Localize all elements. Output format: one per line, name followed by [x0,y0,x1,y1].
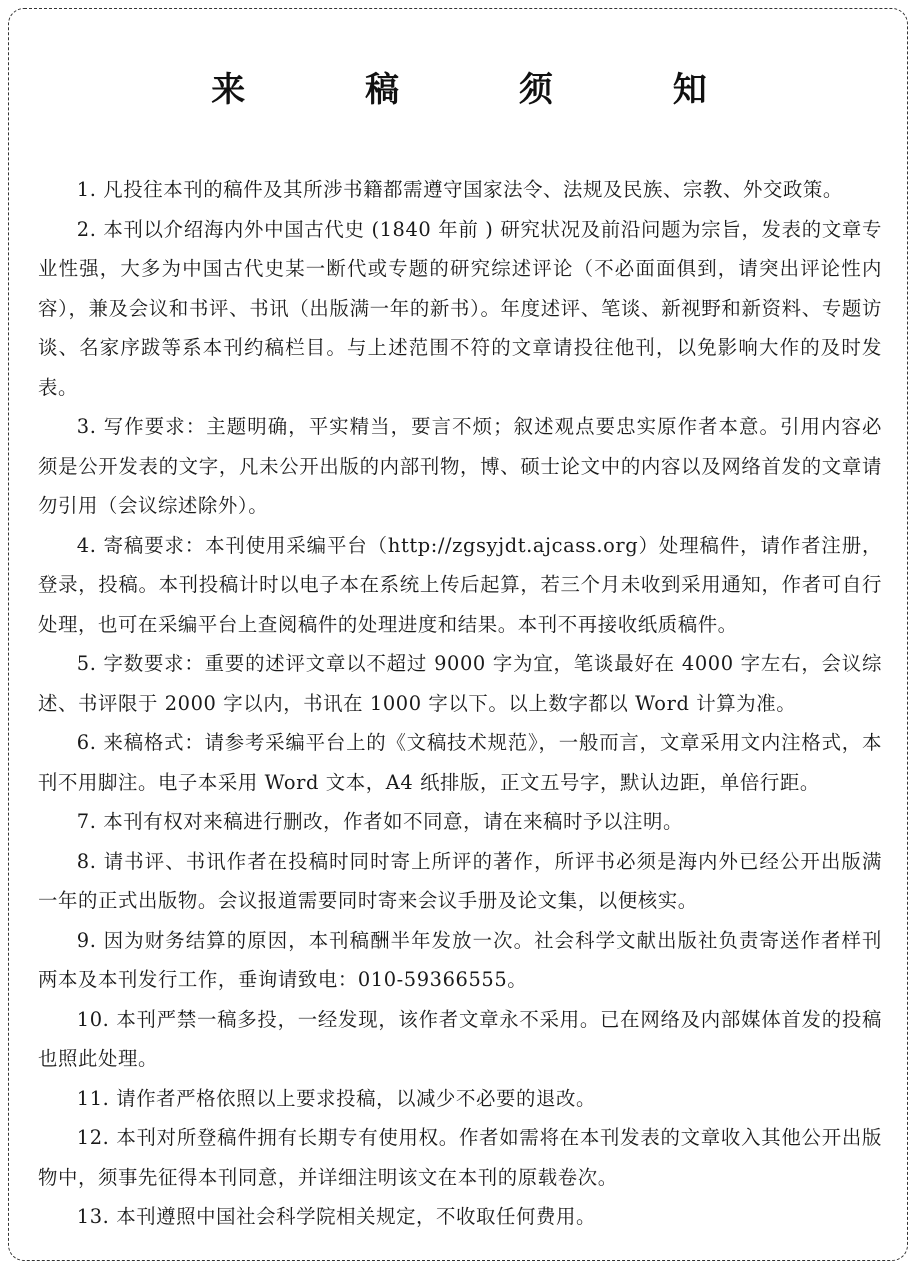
notice-item-11: 11. 请作者严格依照以上要求投稿，以减少不必要的退改。 [76,1086,596,1110]
notice-item-8: 8. 请书评、书讯作者在投稿时同时寄上所评的著作，所评书必须是海内外已经公开出版满一年的正式出版物。会议报道需要同时寄来会议手册及论文集，以便核实。 [38,849,882,912]
notice-item-6: 6. 来稿格式：请参考采编平台上的《文稿技术规范》，一般而言，文章采用文内注格式，本刊不用脚注。电子本采用 Word 文本，A4 纸排版，正文五号字，默认边距，单倍行距。 [38,731,882,794]
notice-item-12: 12. 本刊对所登稿件拥有长期专有使用权。作者如需将在本刊发表的文章收入其他公开出版物中，须事先征得本刊同意，并详细注明该文在本刊的原载卷次。 [38,1126,882,1189]
notice-item-7: 7. 本刊有权对来稿进行删改，作者如不同意，请在来稿时予以注明。 [76,810,683,833]
page-title: 来 稿 须 知 [211,70,761,110]
notice-item-3: 3. 写作要求：主题明确，平实精当，要言不烦；叙述观点要忠实原作者本意。引用内容必须是公开发表的文字，凡未公开出版的内部刊物，博、硕士论文中的内容以及网络首发的文章请勿引用（会议综述除外）。 [38,415,882,517]
notice-body [38,170,882,1237]
notice-item-1: 1. 凡投往本刊的稿件及其所涉书籍都需遵守国家法令、法规及民族、宗教、外交政策。 [76,178,843,201]
notice-item-4: 4. 寄稿要求：本刊使用采编平台（http://zgsyjdt.ajcass.org）处理稿件，请作者注册，登录，投稿。本刊投稿计时以电子本在系统上传后起算，若三个月未收到采用通知，作者可自行处理，也可在采编平台上查阅稿件的处理进度和结果。本刊不再接收纸质稿件。 [38,533,882,636]
notice-item-9: 9. 因为财务结算的原因，本刊稿酬半年发放一次。社会科学文献出版社负责寄送作者样刊两本及本刊发行工作，垂询请致电：010-59366555。 [38,928,882,991]
notice-item-5: 5. 字数要求：重要的述评文章以不超过 9000 字为宜，笔谈最好在 4000 字左右，会议综述、书评限于 2000 字以内，书讯在 1000 字以下。以上数字都以 Word 计算为准。 [38,652,882,715]
notice-item-13: 13. 本刊遵照中国社会科学院相关规定，不收取任何费用。 [76,1205,596,1228]
notice-item-2: 2. 本刊以介绍海内外中国古代史 (1840 年前 ) 研究状况及前沿问题为宗旨，发表的文章专业性强，大多为中国古代史某一断代或专题的研究综述评论（不必面面俱到，请突出评论性内容），兼及会议和书评、书讯（出版满一年的新书）。年度述评、笔谈、新视野和新资料、专题访谈、名家序跋等系本刊约稿栏目。与上述范围不符的文章请投往他刊，以免影响大作的及时发表。 [38,217,882,399]
notice-item-10: 10. 本刊严禁一稿多投，一经发现，该作者文章永不采用。已在网络及内部媒体首发的投稿也照此处理。 [38,1007,882,1070]
